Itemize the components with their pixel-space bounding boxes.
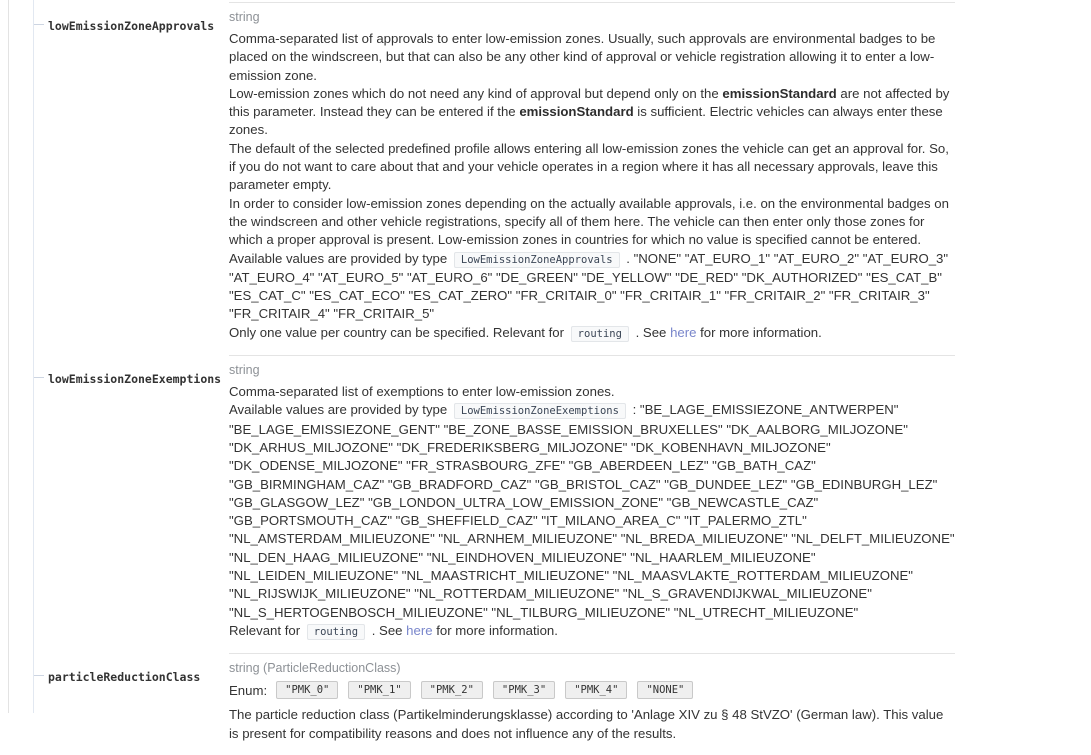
enum-value-chip: "PMK_3" [493,681,555,699]
param-rows-container [0,2,1091,755]
param-name-cell [0,653,229,755]
description-paragraph: The default of the selected predefined profile allows entering all low-emission zones the vehicle can get an approval for. So, if you do not want to care about that and your vehicle operates in a region where it has all necessary approvals, leave this parameter empty. [229,140,949,193]
inline-code-chip: LowEmissionZoneExemptions [454,403,626,419]
param-description [229,383,955,641]
enum-row [229,681,955,699]
description-paragraph: Low-emission zones which do not need any kind of approval but depend only on the emissionStandard are not affected by this parameter. Instead they can be entered if the emissionStandard is sufficient. Electric vehicles can always enter these zones. [229,85,950,138]
param-description [229,706,955,743]
param-row [0,653,1091,755]
param-name-cell [0,2,229,355]
description-paragraph: In order to consider low-emission zones depending on the actually available approvals, i.e. on the environmental badges on the windscreen and other vehicle registrations, specify all of them here. The vehicle can then enter only those zones for which a proper approval is present. Low-emission zones in countries for which no value is specified cannot be entered. [229,195,949,248]
param-description [229,30,955,343]
param-type: string [229,10,260,24]
here-link[interactable]: here [406,622,433,638]
description-paragraph: Relevant for routing . See here for more information. [229,622,558,638]
bold-term: emissionStandard [519,104,634,120]
inline-code-chip: LowEmissionZoneApprovals [454,252,620,268]
tree-connector-icon [34,675,44,676]
inline-code-chip: routing [307,624,365,640]
enum-value-chip: "PMK_2" [421,681,483,699]
param-type: string [229,363,260,378]
param-detail-cell [229,2,955,355]
enum-value-chip: "PMK_4" [565,681,627,699]
enum-value-chip: "PMK_1" [348,681,410,699]
param-name: lowEmissionZoneExemptions [48,372,222,387]
param-detail-cell [229,355,955,653]
inline-code-chip: routing [571,326,629,342]
param-name: particleReductionClass [48,670,201,685]
description-paragraph: Comma-separated list of exemptions to enter low-emission zones. [229,384,615,400]
param-row [0,2,1091,355]
enum-value-chip: "NONE" [637,681,693,699]
description-paragraph: The particle reduction class (Partikelminderungsklasse) according to 'Anlage XIV zu § 48 StVZO' (German law). This value is present for compatibility reasons and does not influence any of the results. [229,707,944,741]
tree-connector-icon [34,24,44,25]
enum-label: Enum: [229,682,268,698]
param-name-cell [0,355,229,653]
param-row [0,355,1091,653]
description-paragraph: Only one value per country can be specified. Relevant for routing . See here for more information. [229,324,822,340]
api-params-table [0,2,1091,755]
param-type: string (ParticleReductionClass) [229,661,401,676]
description-paragraph: Available values are provided by type LowEmissionZoneApprovals . "NONE" "AT_EURO_1" "AT_EURO_2" "AT_EURO_3" "AT_EURO_4" "AT_EURO_5" "AT_EURO_6" "DE_GREEN" "DE_YELLOW" "DE_RED" "DK_AUTHORIZED" "ES_CAT_B" "ES_CAT_C" "ES_CAT_ECO" "ES_CAT_ZERO" "FR_CRITAIR_0" "FR_CRITAIR_1" "FR_CRITAIR_2" "FR_CRITAIR_3" "FR_CRITAIR_4" "FR_CRITAIR_5" [229,250,949,322]
bold-term: emissionStandard [722,85,837,101]
tree-connector-icon [34,377,44,378]
description-paragraph: Available values are provided by type LowEmissionZoneExemptions : "BE_LAGE_EMISSIEZONE_ANTWERPEN" "BE_LAGE_EMISSIEZONE_GENT" "BE_ZONE_BASSE_EMISSION_BRUXELLES" "DK_AALBORG_MILJOZONE" "DK_ARHUS_MILJOZONE" "DK_FREDERIKSBERG_MILJOZONE" "DK_KOBENHAVN_MILJOZONE" "DK_ODENSE_MILJOZONE" "FR_STRASBOURG_ZFE" "GB_ABERDEEN_LEZ" "GB_BATH_CAZ" "GB_BIRMINGHAM_CAZ" "GB_BRADFORD_CAZ" "GB_BRISTOL_CAZ" "GB_DUNDEE_LEZ" "GB_EDINBURGH_LEZ" "GB_GLASGOW_LEZ" "GB_LONDON_ULTRA_LOW_EMISSION_ZONE" "GB_NEWCASTLE_CAZ" "GB_PORTSMOUTH_CAZ" "GB_SHEFFIELD_CAZ" "IT_MILANO_AREA_C" "IT_PALERMO_ZTL" "NL_AMSTERDAM_MILIEUZONE" "NL_ARNHEM_MILIEUZONE" "NL_BREDA_MILIEUZONE" "NL_DELFT_MILIEUZONE" "NL_DEN_HAAG_MILIEUZONE" "NL_EINDHOVEN_MILIEUZONE" "NL_HAARLEM_MILIEUZONE" "NL_LEIDEN_MILIEUZONE" "NL_MAASTRICHT_MILIEUZONE" "NL_MAASVLAKTE_ROTTERDAM_MILIEUZONE" "NL_RIJSWIJK_MILIEUZONE" "NL_ROTTERDAM_MILIEUZONE" "NL_S_GRAVENDIJKWAL_MILIEUZONE" "NL_S_HERTOGENBOSCH_MILIEUZONE" "NL_TILBURG_MILIEUZONE" "NL_UTRECHT_MILIEUZONE" [229,402,955,620]
here-link[interactable]: here [670,324,697,340]
param-name: lowEmissionZoneApprovals [48,19,215,33]
param-detail-cell [229,653,955,755]
description-paragraph: Comma-separated list of approvals to enter low-emission zones. Usually, such approvals are environmental badges to be placed on the windscreen, but that can also be any other kind of approval or vehicle registration allowing it to enter a low-emission zone. [229,31,936,83]
enum-value-chip: "PMK_0" [276,681,338,699]
